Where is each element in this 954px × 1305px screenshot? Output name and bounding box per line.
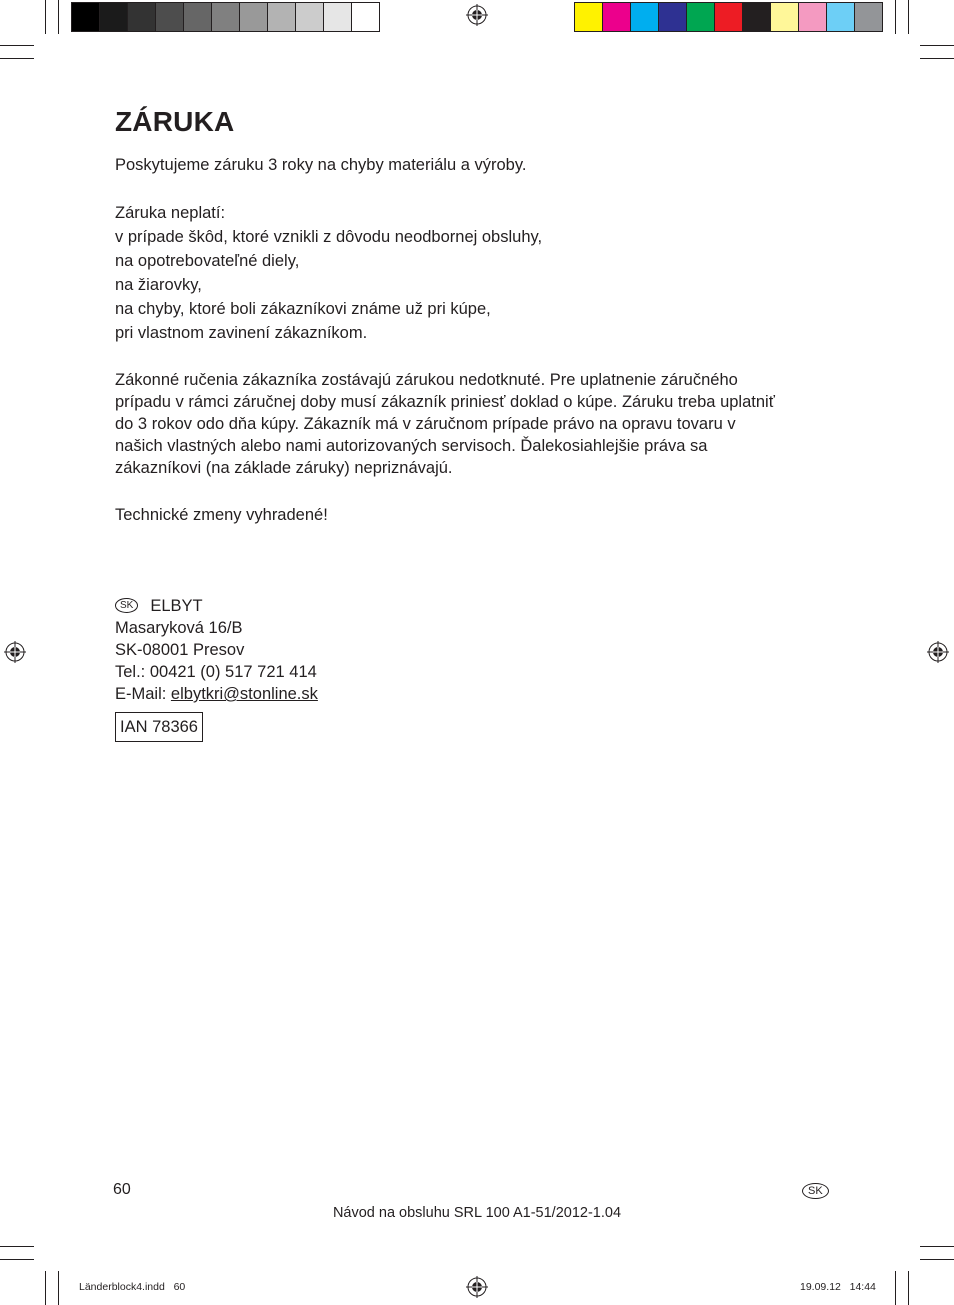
- color-swatch: [827, 3, 855, 31]
- crop-mark: [920, 1259, 954, 1260]
- gray-swatch: [128, 3, 156, 31]
- exclusion-item: v prípade škôd, ktoré vznikli z dôvodu neodbornej obsluhy,: [115, 228, 543, 246]
- legal-line: prípadu v rámci záručnej doby musí zákazník priniesť doklad o kúpe. Záruku treba uplatniť: [115, 393, 775, 411]
- page-number: 60: [113, 1181, 131, 1198]
- page-title: ZÁRUKA: [115, 106, 235, 137]
- gray-swatch: [100, 3, 128, 31]
- registration-mark-icon: [466, 1276, 488, 1298]
- slug-filename: Länderblock4.indd 60: [79, 1281, 186, 1293]
- crop-mark: [58, 1271, 59, 1305]
- exclusion-item: pri vlastnom zavinení zákazníkom.: [115, 324, 368, 342]
- color-swatch: [771, 3, 799, 31]
- color-swatch: [575, 3, 603, 31]
- crop-mark: [0, 1246, 34, 1247]
- slug-date: 19.09.12 14:44: [800, 1281, 876, 1293]
- manual-reference: Návod na obsluhu SRL 100 A1-51/2012-1.04: [332, 1205, 622, 1221]
- email-label: E-Mail:: [115, 685, 171, 703]
- color-swatch: [659, 3, 687, 31]
- language-badge: SK: [802, 1183, 829, 1199]
- color-swatch: [743, 3, 771, 31]
- service-company: ELBYT: [150, 597, 203, 615]
- crop-mark: [895, 1271, 896, 1305]
- crop-mark: [920, 45, 954, 46]
- gray-swatch: [156, 3, 184, 31]
- color-swatch: [687, 3, 715, 31]
- color-swatch: [799, 3, 827, 31]
- crop-mark: [908, 0, 909, 34]
- crop-mark: [45, 1271, 46, 1305]
- process-color-bar: [574, 2, 883, 32]
- legal-paragraph: [115, 369, 775, 479]
- gray-swatch: [212, 3, 240, 31]
- color-swatch: [603, 3, 631, 31]
- legal-line: našich vlastných alebo nami autorizovaných servisoch. Ďalekosiahlejšie práva sa: [115, 437, 708, 455]
- service-city: SK-08001 Presov: [115, 641, 245, 659]
- registration-mark-icon: [4, 641, 26, 663]
- gray-swatch: [240, 3, 268, 31]
- registration-mark-icon: [927, 641, 949, 663]
- registration-mark-icon: [466, 4, 488, 26]
- legal-line: Zákonné ručenia zákazníka zostávajú zárukou nedotknuté. Pre uplatnenie záručného: [115, 371, 738, 389]
- service-address: [115, 595, 318, 705]
- color-swatch: [631, 3, 659, 31]
- exclusion-item: na chyby, ktoré boli zákazníkovi známe už pri kúpe,: [115, 300, 491, 318]
- crop-mark: [920, 58, 954, 59]
- gray-swatch: [184, 3, 212, 31]
- crop-mark: [0, 58, 34, 59]
- exclusion-item: na žiarovky,: [115, 276, 202, 294]
- gray-swatch: [296, 3, 324, 31]
- exclusions-heading: Záruka neplatí:: [115, 204, 226, 222]
- crop-mark: [895, 0, 896, 34]
- intro-text: Poskytujeme záruku 3 roky na chyby materiálu a výroby.: [115, 156, 527, 174]
- gray-swatch: [268, 3, 296, 31]
- gray-swatch: [324, 3, 352, 31]
- ian-box: IAN 78366: [115, 712, 203, 742]
- country-badge: SK: [115, 598, 138, 613]
- crop-mark: [908, 1271, 909, 1305]
- crop-mark: [920, 1246, 954, 1247]
- exclusions-block: [115, 201, 542, 345]
- email-link[interactable]: elbytkri@stonline.sk: [170, 685, 318, 703]
- technical-note: Technické zmeny vyhradené!: [115, 506, 328, 524]
- grayscale-color-bar: [71, 2, 380, 32]
- gray-swatch: [72, 3, 100, 31]
- service-phone: Tel.: 00421 (0) 517 721 414: [115, 663, 317, 681]
- color-swatch: [855, 3, 882, 31]
- gray-swatch: [352, 3, 379, 31]
- exclusion-item: na opotrebovateľné diely,: [115, 252, 300, 270]
- crop-mark: [0, 1259, 34, 1260]
- crop-mark: [0, 45, 34, 46]
- crop-mark: [45, 0, 46, 34]
- legal-line: do 3 rokov odo dňa kúpy. Zákazník má v záručnom prípade právo na opravu tovaru v: [115, 415, 736, 433]
- crop-mark: [58, 0, 59, 34]
- color-swatch: [715, 3, 743, 31]
- service-company-line: [115, 595, 318, 617]
- service-email-line: [115, 683, 318, 705]
- legal-line: zákazníkovi (na základe záruky) nepriznávajú.: [115, 459, 453, 477]
- service-street: Masaryková 16/B: [115, 619, 243, 637]
